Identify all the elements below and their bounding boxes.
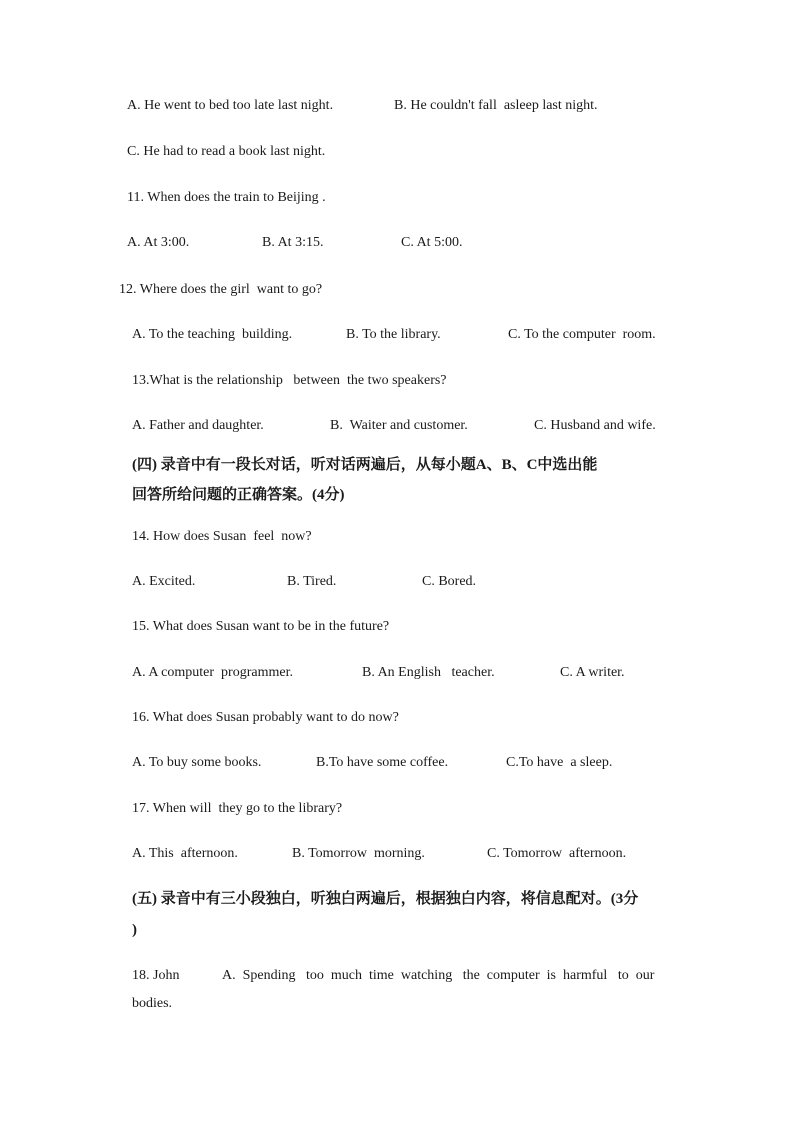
q18-option-a-line2: bodies. (132, 996, 173, 1011)
q16-option-b: B.To have some coffee. (316, 755, 449, 770)
q18-option-a-line1: A. Spending too much time watching the computer is harmful to our (222, 968, 655, 983)
q11-option-a: A. At 3:00. (127, 235, 190, 250)
q13-question: 13.What is the relationship between the two speakers? (132, 373, 447, 388)
q10-option-a: A. He went to bed too late last night. (127, 98, 334, 113)
q15-option-c: C. A writer. (560, 665, 625, 680)
q14-question: 14. How does Susan feel now? (132, 529, 312, 544)
q13-option-c: C. Husband and wife. (534, 418, 656, 433)
q12-option-a: A. To the teaching building. (132, 327, 293, 342)
q12-option-c: C. To the computer room. (508, 327, 656, 342)
q10-option-c: C. He had to read a book last night. (127, 144, 326, 159)
q11-option-b: B. At 3:15. (262, 235, 324, 250)
q15-option-a: A. A computer programmer. (132, 665, 293, 680)
q17-option-c: C. Tomorrow afternoon. (487, 846, 627, 861)
q11-option-c: C. At 5:00. (401, 235, 463, 250)
q14-option-c: C. Bored. (422, 574, 477, 589)
section4-heading-line1: (四) 录音中有一段长对话，听对话两遍后，从每小题A、B、C中选出能 (132, 457, 598, 473)
q14-option-a: A. Excited. (132, 574, 196, 589)
section5-heading-line2: ) (132, 922, 137, 938)
q12-option-b: B. To the library. (346, 327, 441, 342)
q17-option-b: B. Tomorrow morning. (292, 846, 425, 861)
q16-option-a: A. To buy some books. (132, 755, 262, 770)
q15-question: 15. What does Susan want to be in the future? (132, 619, 390, 634)
q10-option-b: B. He couldn't fall asleep last night. (394, 98, 598, 113)
q16-option-c: C.To have a sleep. (506, 755, 613, 770)
q11-question: 11. When does the train to Beijing . (127, 190, 326, 205)
q13-option-a: A. Father and daughter. (132, 418, 264, 433)
q15-option-b: B. An English teacher. (362, 665, 495, 680)
q17-question: 17. When will they go to the library? (132, 801, 343, 816)
section5-heading-line1: (五) 录音中有三小段独白，听独白两遍后，根据独白内容，将信息配对。(3分 (132, 891, 639, 907)
q13-option-b: B. Waiter and customer. (330, 418, 468, 433)
q12-question: 12. Where does the girl want to go? (119, 282, 323, 297)
q18-name: 18. John (132, 968, 180, 983)
q16-question: 16. What does Susan probably want to do now? (132, 710, 399, 725)
q17-option-a: A. This afternoon. (132, 846, 238, 861)
section4-heading-line2: 回答所给问题的正确答案。(4分) (132, 487, 345, 503)
q14-option-b: B. Tired. (287, 574, 337, 589)
